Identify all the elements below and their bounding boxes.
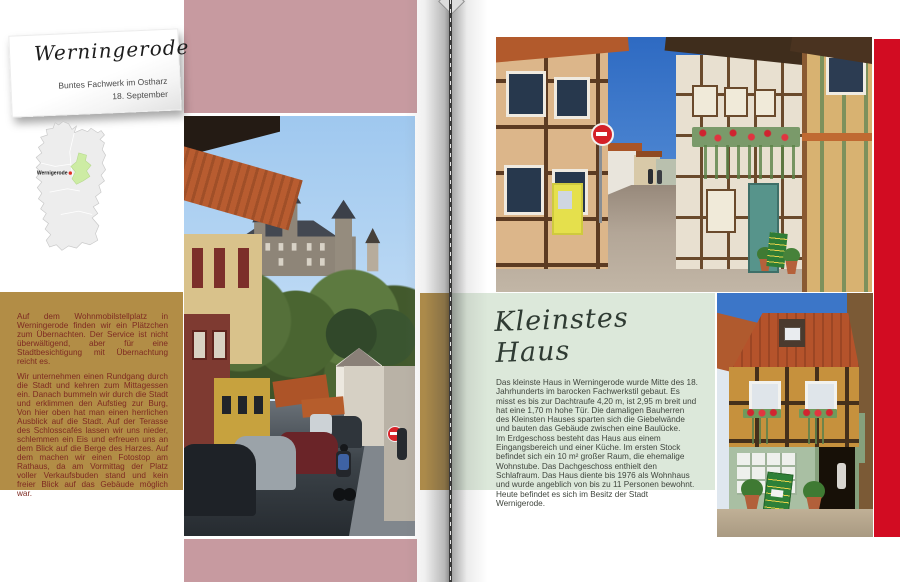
germany-outline [36, 122, 105, 251]
no-entry-sign-icon [591, 123, 614, 146]
germany-map-svg [16, 106, 128, 276]
geranium-flower-box [743, 409, 781, 418]
cyclist [332, 444, 356, 504]
deco-red-strip [874, 39, 900, 537]
section-paragraph: Im Erdgeschoss besteht das Haus aus einem Eingangsbereich und einer Küche. Im ersten Stock befindet sich ein 10 m² großer Raum, die ehemalige Wohnstube. Das Dachgeschoss enthielt den Schlafraum. Das Haus diente bis 1976 als Wohnhaus und wurde angeblich von bis zu 11 Personen bewohnt. Heute befindet es sich im Besitz der Stadt Wernigerode. [496, 433, 695, 508]
deco-gold-gutter-block [420, 293, 449, 490]
cobbled-ground [717, 509, 873, 537]
date-line: 18. September [112, 88, 169, 102]
subtitle-line: Buntes Fachwerk im Ostharz [58, 75, 168, 91]
window [724, 87, 748, 117]
window [706, 189, 736, 233]
journal-paragraph: Wir unternehmen einen Rundgang durch die Stadt und kehren zum Mittagessen ein. Danach bummeln wir durch die Stadt und erklimmen den Aufstieg zur Burg, Von hier oben hat man einen herrlichen Ausblick auf die Stadt. Auf der Terasse des Schlosscafés lassen wir uns nieder, schlemmen ein Eis und erfreuen uns an dem Blick auf die Berge des Harzes. Auf dem machen wir einen Fotostop am Rathaus, da am Vormittag der Platz voller Verkaufsbuden stand und kein freier Blick auf das Gebäude möglich war. [17, 372, 168, 499]
title-card-subtitle [58, 75, 168, 106]
photo-fachwerk-lane [496, 37, 872, 292]
window [692, 85, 718, 117]
journal-paragraph: Auf dem Wohnmobilstellplatz in Werningerode finden wir ein Plätzchen zum Übernachten. Der Service ist nicht überwältigend, aber für eine Stadtbesichtigung mit Übernachtung reicht es. [17, 312, 168, 367]
window [506, 71, 546, 117]
binding-stitch-line [449, 0, 452, 582]
yellow-poster [552, 183, 583, 235]
dormer-window [779, 319, 805, 347]
hanging-vines [696, 145, 796, 179]
sign-pole [599, 133, 602, 223]
copper-downpipe [802, 37, 807, 292]
geranium-flower-boxes [692, 127, 800, 147]
map-location-dot [69, 171, 72, 174]
page-curve-shadow-right [451, 0, 491, 582]
photo-kleinstes-haus [717, 293, 873, 537]
section-heading: Kleinstes Haus [493, 302, 630, 369]
germany-map [16, 106, 128, 276]
geranium-flower-box [799, 409, 837, 418]
parked-car [184, 444, 256, 516]
deco-rose-block-top [184, 0, 417, 113]
pedestrian [648, 169, 653, 184]
orange-ornament-band [802, 133, 872, 141]
window [554, 77, 590, 119]
person-in-doorway [837, 463, 846, 489]
pedestrian [397, 428, 407, 460]
section-paragraph: Das kleinste Haus in Werningerode wurde Mitte des 18. Jahrhunderts im barocken Fachwerkstil gebaut. Es misst es bis zur Dachtraufe 4,20 m, ist 2,95 m breit und hat eine 1,70 m hohe Tür. Die damaligen Bauherren des Kleinsten Hauses sparten sich die Giebelwände und bauten das Gebäude zwischen eine Baulücke. [496, 378, 698, 434]
kleinstes-haus-section [452, 293, 715, 508]
hanging-vines [747, 418, 773, 444]
potted-bush [783, 248, 800, 263]
page-title: Werningerode [33, 34, 190, 66]
map-city-label: Wernigerode [36, 170, 68, 177]
open-doorway [815, 447, 859, 511]
window [504, 165, 544, 215]
pedestrian [657, 170, 662, 184]
journal-text-block [0, 292, 183, 499]
deco-rose-block-bottom [184, 539, 417, 582]
window [754, 89, 776, 117]
title-card [8, 28, 190, 117]
photo-street-castle-view [184, 116, 415, 536]
hanging-vines [803, 418, 829, 444]
